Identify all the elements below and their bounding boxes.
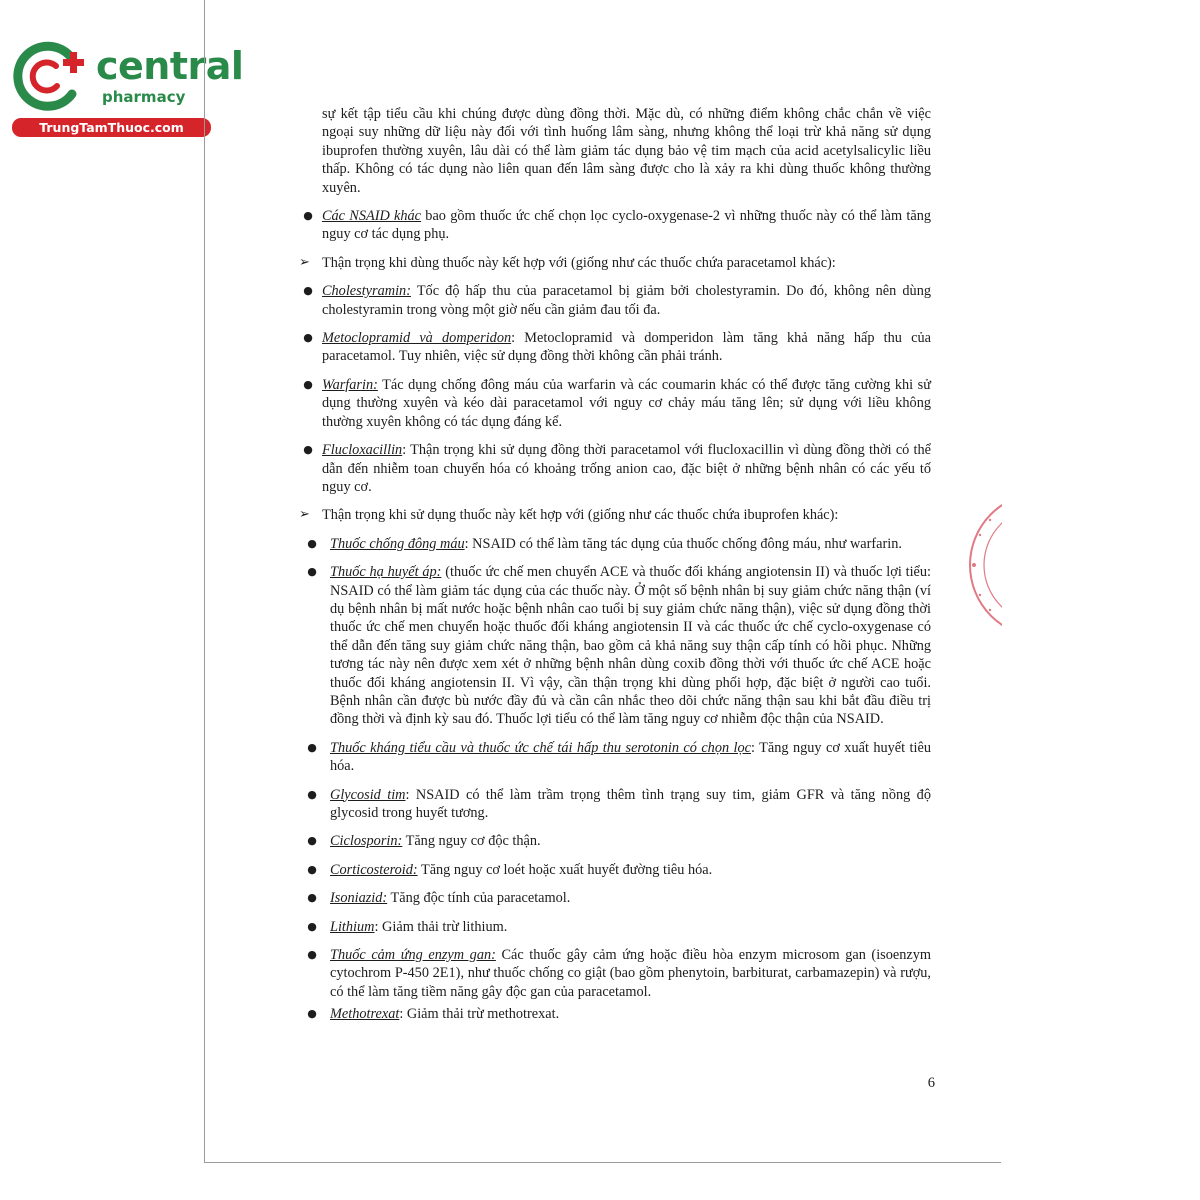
- logo-website-text: TrungTamThuoc.com: [12, 118, 211, 137]
- list-item-anticoagulant: [299, 535, 931, 553]
- list-item-nsaid: [299, 207, 931, 244]
- bullet-icon: ●: [303, 377, 313, 391]
- list-item-antihypertensive: [299, 563, 931, 729]
- bullet-icon: ●: [307, 948, 317, 962]
- list-item-lithium: [299, 918, 931, 936]
- item-text: : NSAID có thể làm trầm trọng thêm tình trạng suy tim, giảm GFR và tăng nồng độ glycosid trong huyết tương.: [330, 786, 931, 821]
- section-heading-text: Thận trọng khi dùng thuốc này kết hợp với (giống như các thuốc chứa paracetamol khác):: [322, 254, 836, 271]
- section-heading-ibuprofen: [299, 506, 931, 524]
- item-text: bao gồm thuốc ức chế chọn lọc cyclo-oxygenase-2 vì những thuốc này có thể làm tăng nguy cơ tác dụng phụ.: [322, 208, 932, 243]
- section-heading-paracetamol: [299, 254, 931, 272]
- bullet-icon: ●: [307, 536, 317, 550]
- logo-sub-text: pharmacy: [102, 88, 186, 106]
- list-item-cholestyramin: [299, 282, 931, 319]
- list-item-isoniazid: [299, 889, 931, 907]
- bullet-icon: ●: [307, 834, 317, 848]
- list-item-antiplatelet: [299, 739, 931, 776]
- bullet-icon: ●: [307, 565, 317, 579]
- bullet-icon: ●: [307, 919, 317, 933]
- item-text: : Thận trọng khi sử dụng đồng thời paracetamol với flucloxacillin vì dùng đồng thời có thể dẫn đến nhiễm toan chuyển hóa có khoảng trống anion cao, đặc biệt ở những bệnh nhân có các yếu tố nguy cơ.: [322, 442, 931, 495]
- bullet-icon: ●: [303, 443, 313, 457]
- arrow-bullet-icon: ➢: [299, 507, 310, 523]
- item-text: (thuốc ức chế men chuyển ACE và thuốc đối kháng angiotensin II) và thuốc lợi tiểu: NSAID có thể làm giảm tác dụng của các thuốc này. Ở một số bệnh nhân bị suy giảm chức năng thận (ví dụ bệnh nhân bị mất nước hoặc bệnh nhân cao tuổi bị suy giảm chức năng thận), việc sử dụng đồng thời thuốc ức chế men chuyển hoặc thuốc đối kháng angiotensin II và các thuốc ức chế cyclo-oxygenase có thể dẫn đến tăng suy giảm chức năng thận, bao gồm cả khả năng suy thận cấp tính có hồi phục. Những tương tác này nên được xem xét ở những bệnh nhân dùng coxib đồng thời với thuốc ức chế ACE hoặc thuốc đối kháng angiotensin II. Vì vậy, cần thận trọng khi dùng phối hợp, đặc biệt ở người cao tuổi. Bệnh nhân cần được bù nước đầy đủ và cần cân nhắc theo dõi chức năng thận sau khi bắt đầu điều trị đồng thời và định kỳ sau đó. Thuốc lợi tiểu có thể làm tăng nguy cơ nhiễm độc thận của NSAID.: [330, 564, 932, 728]
- item-term: Cholestyramin:: [322, 283, 411, 300]
- item-term: Lithium: [330, 918, 375, 935]
- bullet-icon: ●: [307, 862, 317, 876]
- item-text: Tăng nguy cơ loét hoặc xuất huyết đường tiêu hóa.: [417, 861, 713, 878]
- bullet-icon: ●: [303, 284, 313, 298]
- list-item-glycosid: [299, 786, 931, 823]
- list-item-enzyme-inducers: [299, 946, 931, 1001]
- item-term: Methotrexat: [330, 1006, 400, 1023]
- item-term: Ciclosporin:: [330, 833, 403, 850]
- intro-paragraph: sự kết tập tiểu cầu khi chúng được dùng đồng thời. Mặc dù, có những điểm không chắc chắn về việc ngoại suy những dữ liệu này đối với tình huống lâm sàng, nhưng không thể loại trừ khả năng sử dụng ibuprofen thường xuyên, lâu dài có thể làm giảm tác dụng bảo vệ tim mạch của acid acetylsalicylic liều thấp. Không có tác dụng nào liên quan đến lâm sàng được cho là xảy ra khi dùng thuốc không thường xuyên.: [322, 106, 931, 196]
- bullet-icon: ●: [307, 787, 317, 801]
- list-item-warfarin: [299, 376, 931, 431]
- item-text: : Giảm thải trừ lithium.: [374, 918, 508, 935]
- list-item-methotrexat: [299, 1005, 931, 1023]
- item-term: Thuốc chống đông máu: [330, 535, 465, 552]
- stamp-seal-icon: [962, 490, 1002, 640]
- item-text: Tăng độc tính của paracetamol.: [387, 890, 571, 907]
- item-text: Tăng nguy cơ độc thận.: [402, 833, 541, 850]
- item-term: Thuốc hạ huyết áp:: [330, 564, 442, 581]
- item-term: Thuốc cảm ứng enzym gan:: [330, 947, 496, 964]
- bullet-icon: ●: [307, 891, 317, 905]
- item-term: Glycosid tim: [330, 786, 406, 803]
- arrow-bullet-icon: ➢: [299, 254, 310, 270]
- item-term: Metoclopramid và domperidon: [322, 330, 512, 347]
- item-term: Flucloxacillin: [322, 442, 403, 459]
- bullet-icon: ●: [303, 331, 313, 345]
- bullet-icon: ●: [307, 1007, 317, 1021]
- pharmacy-logo-icon: [10, 38, 90, 114]
- item-text: : Tăng nguy cơ xuất huyết tiêu hóa.: [330, 739, 931, 775]
- item-term: Các NSAID khác: [322, 208, 422, 225]
- logo-brand-text: central: [96, 44, 244, 88]
- item-text: Tốc độ hấp thu của paracetamol bị giảm bởi cholestyramin. Do đó, không nên dùng cholestyramin trong vòng một giờ nếu cần giảm đau tối đa.: [322, 283, 931, 318]
- bullet-icon: ●: [303, 209, 313, 223]
- item-text: Tác dụng chống đông máu của warfarin và các coumarin khác có thể được tăng cường khi sử dụng thường xuyên và kéo dài paracetamol với nguy cơ chảy máu tăng lên; sử dụng với liều không thường xuyên không có tác dụng đáng kể.: [322, 376, 931, 430]
- document-body: [299, 105, 931, 1024]
- list-item-flucloxacillin: [299, 441, 931, 496]
- bullet-icon: ●: [307, 740, 317, 754]
- item-term: Isoniazid:: [330, 890, 388, 907]
- item-term: Warfarin:: [322, 376, 378, 393]
- item-term: Thuốc kháng tiểu cầu và thuốc ức chế tái hấp thu serotonin có chọn lọc: [330, 739, 752, 756]
- list-item-ciclosporin: [299, 832, 931, 850]
- item-text: : Metoclopramid và domperidon làm tăng khả năng hấp thu của paracetamol. Tuy nhiên, việc sử dụng đồng thời không cần phải tránh.: [322, 330, 931, 365]
- central-pharmacy-logo: [10, 38, 244, 138]
- list-item-metoclopramid: [299, 329, 931, 366]
- item-text: : Giảm thải trừ methotrexat.: [399, 1006, 560, 1023]
- item-text: Các thuốc gây cảm ứng hoặc điều hòa enzym microsom gan (isoenzym cytochrom P-450 2E1), như thuốc chống co giật (bao gồm phenytoin, barbiturat, carbamazepin) và rượu, có thể làm tăng tiềm năng gây độc gan của paracetamol.: [330, 947, 931, 1000]
- list-item-corticosteroid: [299, 861, 931, 879]
- item-text: : NSAID có thể làm tăng tác dụng của thuốc chống đông máu, như warfarin.: [464, 535, 902, 552]
- item-term: Corticosteroid:: [330, 861, 418, 878]
- page-number: 6: [927, 1075, 935, 1091]
- section-heading-text: Thận trọng khi sử dụng thuốc này kết hợp với (giống như các thuốc chứa ibuprofen khác):: [322, 507, 839, 524]
